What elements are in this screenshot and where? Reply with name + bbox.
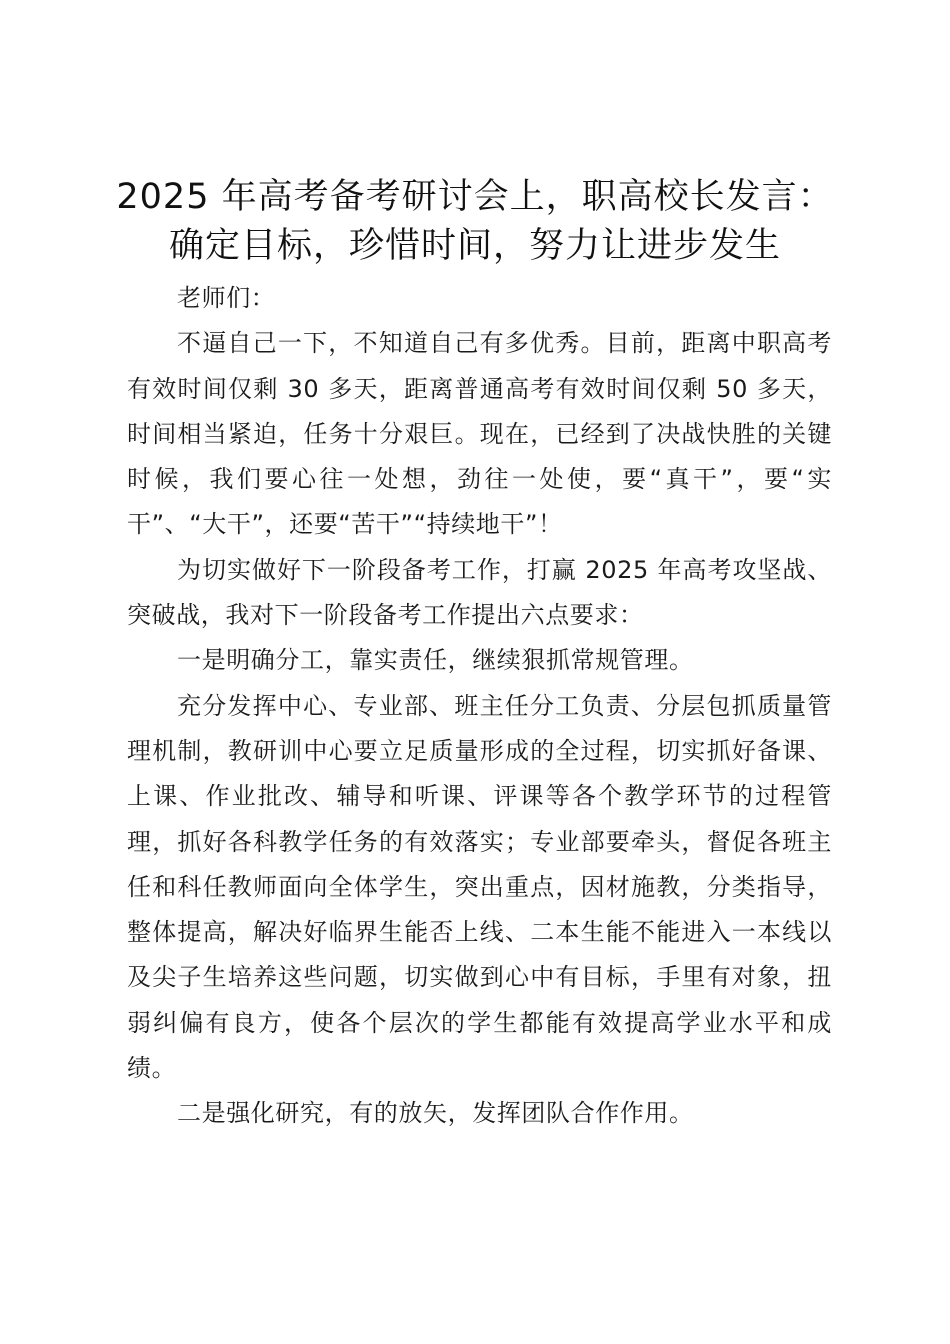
body-paragraph: 不逼自己一下，不知道自己有多优秀。目前，距离中职高考有效时间仅剩 30 多天，距离普通高考有效时间仅剩 50 多天，时间相当紧迫，任务十分艰巨。现在，已经到了决战快胜的关键时候，我们要心往一处想，劲往一处使，要“真干”，要“实干”、“大干”，还要“苦干”“持续地干”！ <box>127 329 832 539</box>
salutation-paragraph: 老师们： <box>177 284 276 312</box>
document-title-line-2: 确定目标，珍惜时间，努力让进步发生 <box>168 226 781 266</box>
section-heading-paragraph: 二是强化研究，有的放矢，发挥团队合作作用。 <box>177 1099 694 1128</box>
document-body <box>127 276 832 1137</box>
document-title-line-1: 2025 年高考备考研讨会上，职高校长发言： <box>116 177 834 217</box>
body-paragraph: 充分发挥中心、专业部、班主任分工负责、分层包抓质量管理机制，教研训中心要立足质量形成的全过程，切实抓好备课、上课、作业批改、辅导和听课、评课等各个教学环节的过程管理，抓好各科教学任务的有效落实；专业部要牵头，督促各班主任和科任教师面向全体学生，突出重点，因材施教，分类指导，整体提高，解决好临界生能否上线、二本生能不能进入一本线以及尖子生培养这些问题，切实做到心中有目标，手里有对象，扭弱纠偏有良方，使各个层次的学生都能有效提高学业水平和成绩。 <box>127 691 832 1083</box>
body-paragraph: 为切实做好下一阶段备考工作，打赢 2025 年高考攻坚战、突破战，我对下一阶段备考工作提出六点要求： <box>127 555 832 630</box>
section-heading-paragraph: 一是明确分工，靠实责任，继续狠抓常规管理。 <box>177 646 694 675</box>
